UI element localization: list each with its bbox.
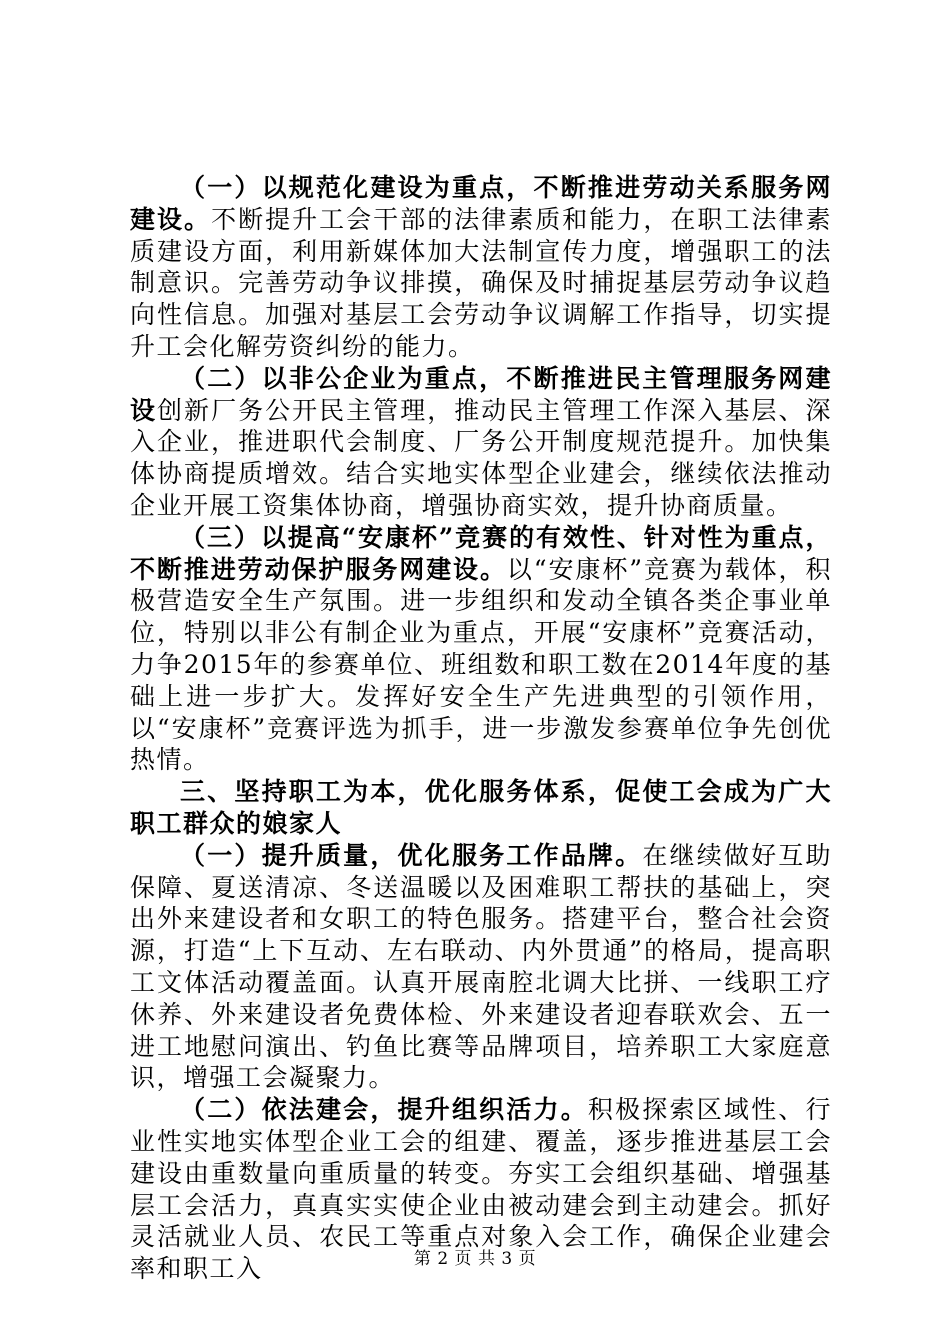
page-footer: 第 2 页 共 3 页	[413, 1249, 537, 1269]
document-body	[130, 172, 832, 1285]
paragraph-2-text: 创新厂务公开民主管理，推动民主管理工作深入基层、深入企业，推进职代会制度、厂务公开制度规范提升。加快集体协商提质增效。结合实地实体型企业建会，继续依法推动企业开展工资集体协商，增强协商实效，提升协商质量。	[130, 395, 832, 520]
paragraph-1-heading: （一）以规范化建设为重点，不断推进劳动关系服务网建设。	[130, 173, 832, 234]
paragraph-5-text: 积极探索区域性、行业性实地实体型企业工会的组建、覆盖，逐步推进基层工会建设由重数量向重质量的转变。夯实工会组织基础、增强基层工会活力，真真实实使企业由被动建会到主动建会。抓好灵活就业人员、农民工等重点对象入会工作，确保企业建会率和职工入	[130, 1095, 832, 1284]
paragraph-3-heading: （三）以提高“安康杯”竞赛的有效性、针对性为重点，不断推进劳动保护服务网建设。	[130, 522, 832, 584]
section-heading-3-text: 三、坚持职工为本，优化服务体系，促使工会成为广大职工群众的娘家人	[130, 777, 832, 838]
paragraph-1-text: 不断提升工会干部的法律素质和能力，在职工法律素质建设方面，利用新媒体加大法制宣传力度，增强职工的法制意识。完善劳动争议排摸，确保及时捕捉基层劳动争议趋向性信息。加强对基层工会劳动争议调解工作指导，切实提升工会化解劳资纠纷的能力。	[130, 204, 832, 361]
paragraph-4-heading: （一）提升质量，优化服务工作品牌。	[180, 840, 643, 870]
section-heading-3	[130, 776, 832, 840]
paragraph-3-text: 以“安康杯”竞赛为载体，积极营造安全生产氛围。进一步组织和发动全镇各类企事业单位，特别以非公有制企业为重点，开展“安康杯”竞赛活动，力争2015年的参赛单位、班组数和职工数在2014年度的基础上进一步扩大。发挥好安全生产先进典型的引领作用，以“安康杯”竞赛评选为抓手，进一步激发参赛单位争先创优热情。	[130, 554, 832, 775]
paragraph-2	[130, 363, 832, 522]
paragraph-2-heading: （二）以非公企业为重点，不断推进民主管理服务网建设	[130, 363, 832, 425]
paragraph-5-heading: （二）依法建会，提升组织活力。	[180, 1095, 588, 1125]
paragraph-3	[130, 522, 832, 776]
paragraph-1	[130, 172, 832, 363]
paragraph-4	[130, 840, 832, 1094]
paragraph-4-text: 在继续做好互助保障、夏送清凉、冬送温暖以及困难职工帮扶的基础上，突出外来建设者和女职工的特色服务。搭建平台，整合社会资源，打造“上下互动、左右联动、内外贯通”的格局，提高职工文体活动覆盖面。认真开展南腔北调大比拼、一线职工疗休养、外来建设者免费体检、外来建设者迎春联欢会、五一进工地慰问演出、钓鱼比赛等品牌项目，培养职工大家庭意识，增强工会凝聚力。	[130, 840, 832, 1093]
